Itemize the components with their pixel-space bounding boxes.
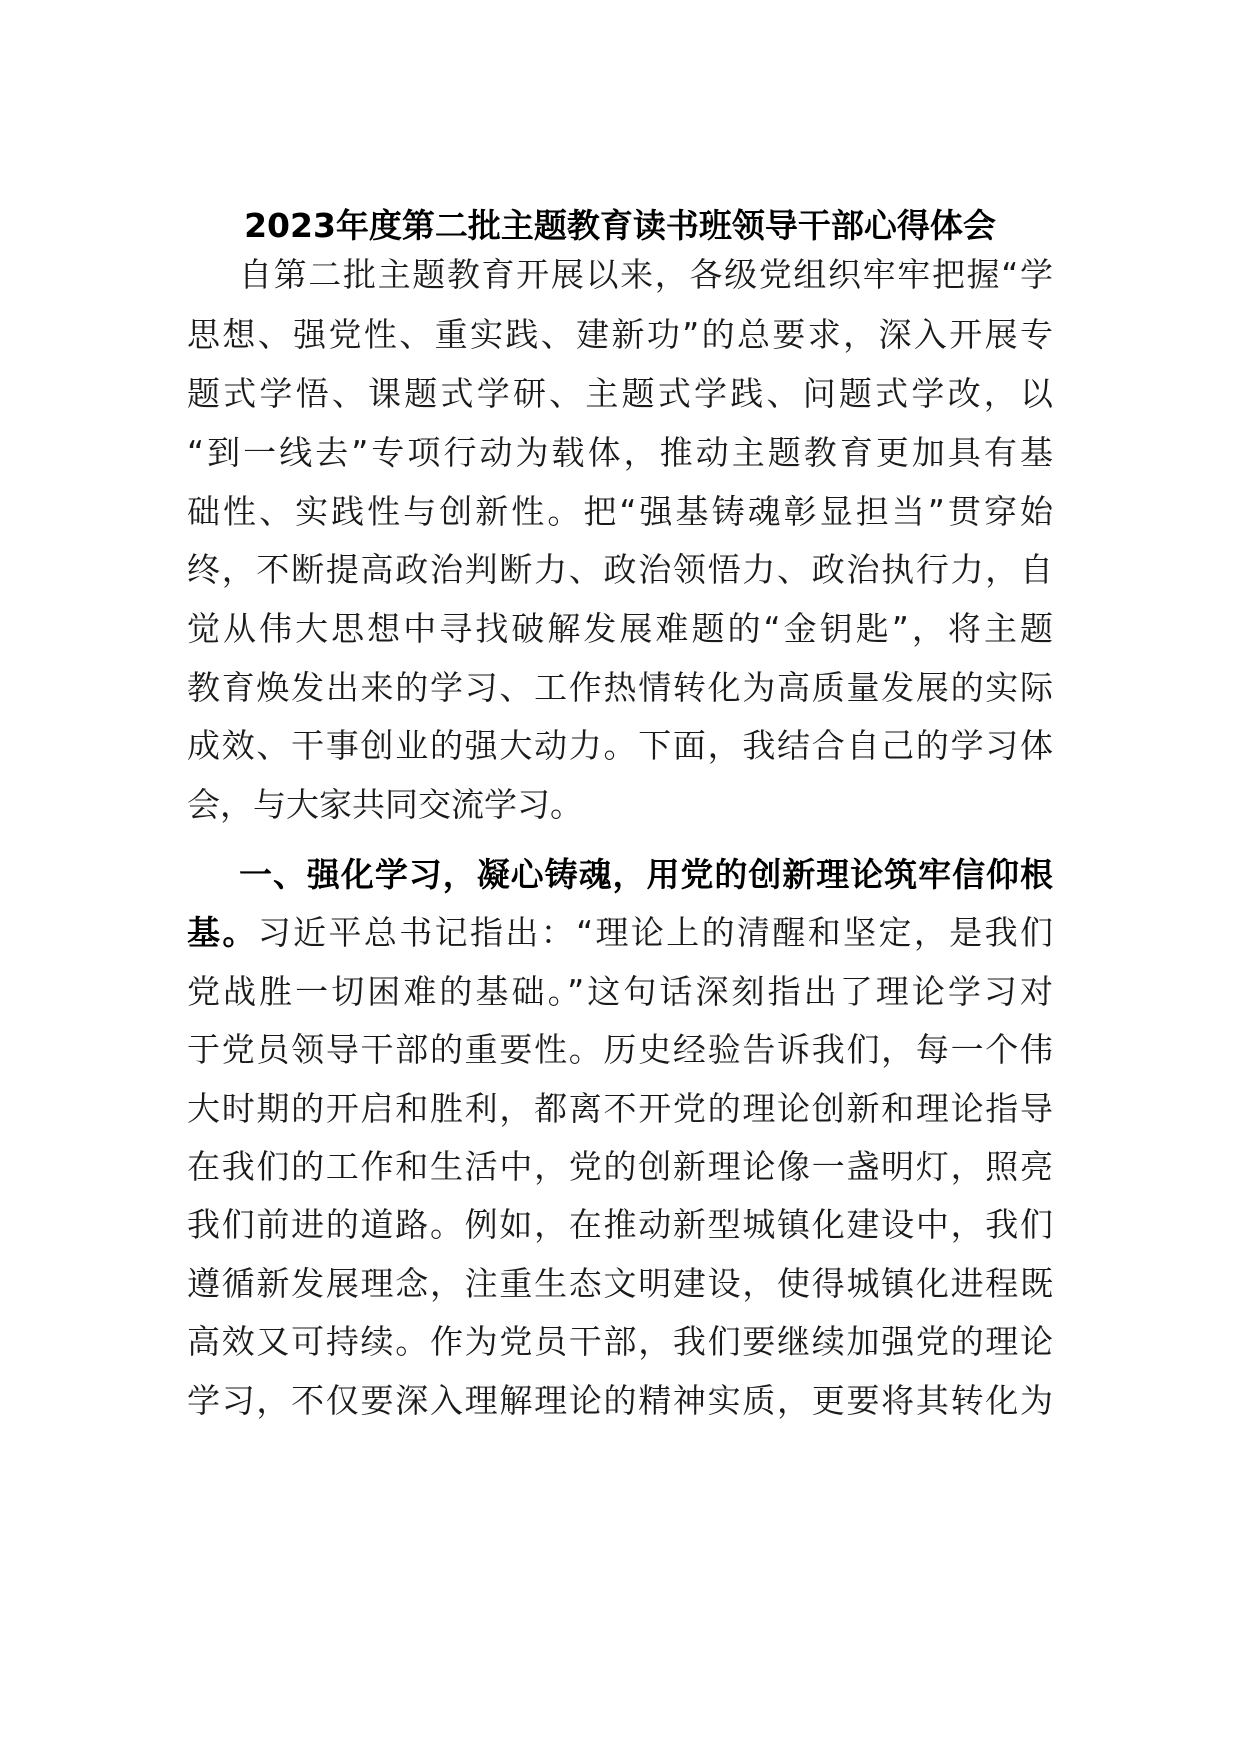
section-1-line: 在我们的工作和生活中，党的创新理论像一盏明灯，照亮: [187, 1147, 1053, 1186]
section-1-line-text: 习近平总书记指出：“理论上的清醒和坚定，是我们: [257, 913, 1053, 952]
section-1-heading: 一、强化学习，凝心铸魂，用党的创新理论筑牢信仰根: [239, 855, 1053, 894]
paragraph-1-line: 自第二批主题教育开展以来，各级党组织牢牢把握“学: [239, 255, 1053, 294]
paragraph-1-line: “到一线去”专项行动为载体，推动主题教育更加具有基: [187, 433, 1053, 472]
section-1-line: 于党员领导干部的重要性。历史经验告诉我们，每一个伟: [187, 1030, 1053, 1069]
paragraph-1-line: 础性、实践性与创新性。把“强基铸魂彰显担当”贯穿始: [187, 492, 1053, 531]
section-1-line: 大时期的开启和胜利，都离不开党的理论创新和理论指导: [187, 1089, 1053, 1128]
paragraph-1-line: 觉从伟大思想中寻找破解发展难题的“金钥匙”，将主题: [187, 609, 1053, 648]
section-1-line: 党战胜一切困难的基础。”这句话深刻指出了理论学习对: [187, 972, 1053, 1011]
section-1-line: [187, 900, 1053, 966]
section-1-line: 高效又可持续。作为党员干部，我们要继续加强党的理论: [187, 1322, 1053, 1361]
paragraph-1-line: 思想、强党性、重实践、建新功”的总要求，深入开展专: [187, 315, 1053, 354]
paragraph-1-line: 题式学悟、课题式学研、主题式学践、问题式学改，以: [187, 374, 1053, 413]
section-1-line: 我们前进的道路。例如，在推动新型城镇化建设中，我们: [187, 1205, 1053, 1244]
paragraph-1-line: 成效、干事创业的强大动力。下面，我结合自己的学习体: [187, 726, 1053, 765]
section-1-line: 遵循新发展理念，注重生态文明建设，使得城镇化进程既: [187, 1264, 1053, 1303]
paragraph-1-line: 会，与大家共同交流学习。: [187, 785, 583, 824]
paragraph-1-line: 终，不断提高政治判断力、政治领悟力、政治执行力，自: [187, 550, 1053, 589]
section-1-line: 学习，不仅要深入理解理论的精神实质，更要将其转化为: [187, 1381, 1053, 1420]
document-title: 2023年度第二批主题教育读书班领导干部心得体会: [244, 206, 996, 245]
section-1-heading-end: 基。: [187, 913, 258, 952]
paragraph-1-line: 教育焕发出来的学习、工作热情转化为高质量发展的实际: [187, 668, 1053, 707]
